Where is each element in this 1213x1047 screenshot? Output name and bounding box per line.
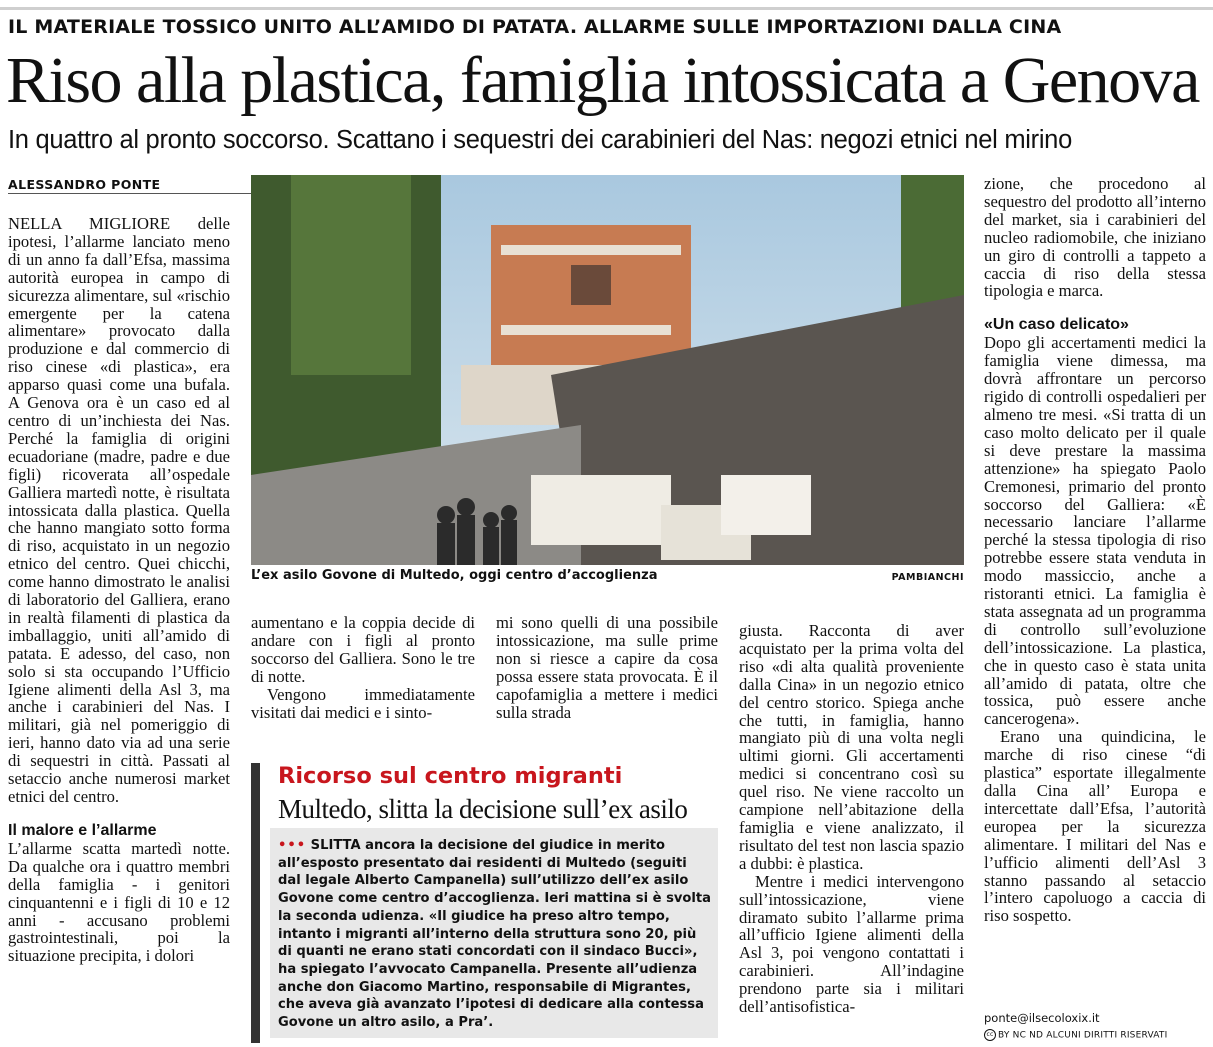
sidebar-accent-bar bbox=[251, 763, 260, 1043]
col2-paragraph-1: aumentano e la coppia decide di andare con i figli al pronto soccorso del Galliera. Sono le tre di notte. bbox=[251, 613, 475, 686]
photo-building-illustration bbox=[251, 175, 964, 565]
license-text: BY NC ND ALCUNI DIRITTI RISERVATI bbox=[998, 1030, 1168, 1041]
sidebar-title: Ricorso sul centro migranti bbox=[278, 763, 623, 789]
article-photo bbox=[251, 175, 964, 565]
col1-paragraph-2: L’allarme scatta martedì notte. Da qualche ora i quattro membri della famiglia - i genitori cinquantenni e i figli di 10 e 12 anni - accusano problemi gastrointestinali, poi la situazione precipita, i dolori bbox=[8, 838, 230, 966]
article-column-1 bbox=[8, 215, 230, 965]
caption-text: L’ex asilo Govone di Multedo, oggi centro d’accoglienza bbox=[251, 568, 658, 583]
section-heading-malore: Il malore e l’allarme bbox=[8, 821, 157, 839]
col3-paragraph-1: mi sono quelli di una possibile intossicazione, ma sulle prime non si riesce a capire da cosa possa essere stata provocata. È il capofamiglia a mettere i medici sulla strada bbox=[496, 613, 718, 722]
byline: ALESSANDRO PONTE bbox=[8, 177, 161, 192]
col5-paragraph-3: Erano una quindicina, le marche di riso cinese “di plastica” esportate illegalmente dalla Cina all’ Europa e intercettate dall’Efsa, l’autorità europea per la sicurezza alimentare. I militari del Nas e l’ufficio alimenti dell’Asl 3 stanno passando al setaccio l’intero capoluogo a caccia di riso sospetto. bbox=[984, 727, 1206, 926]
col5-paragraph-2: Dopo gli accertamenti medici la famiglia viene dimessa, ma dovrà affrontare un percorso rigido di controlli ospedalieri per almeno tre mesi. «Si tratta di un caso molto delicato per il quale si deve prestare la massima attenzione» ha spiegato Paolo Cremonesi, primario del pronto soccorso del Galliera: «È necessario lanciare l’allarme perché la stessa tipologia di riso potrebbe essere stata venduta in modo massiccio, anche a ristoranti etnici. La famiglia è stata assegnata ad un programma di controllo sull’evoluzione dell’intossicazione. La plastica, che in questo caso è stata unita all’amido di patata, oltre che tossica, può essere anche cancerogena». bbox=[984, 333, 1206, 729]
lead-caps: NELLA MIGLIORE bbox=[8, 214, 171, 233]
sidebar-dots: ••• bbox=[278, 838, 307, 853]
top-rule bbox=[0, 7, 1213, 10]
subheadline: In quattro al pronto soccorso. Scattano i sequestri dei carabinieri del Nas: negozi etnici nel mirino bbox=[8, 126, 1072, 154]
article-column-2 bbox=[251, 614, 475, 721]
col5-paragraph-1: zione, che procedono al sequestro del prodotto all’interno del market, sia i carabinieri del nucleo radiomobile, che iniziano un giro di controlli a tappeto a caccia di riso della stessa tipologia e marca. bbox=[984, 174, 1206, 301]
article-column-4 bbox=[739, 622, 964, 1016]
creative-commons-icon: cc bbox=[984, 1029, 996, 1041]
photo-credit: PAMBIANCHI bbox=[891, 572, 964, 583]
col2-paragraph-2: Vengono immediatamente visitati dai medici e i sinto- bbox=[251, 684, 475, 722]
col4-paragraph-1: giusta. Racconta di aver acquistato per la prima volta del riso «di alta qualità proveniente dalla Cina» in un negozio etnico del centro storico. Spiega anche che tutti, in famiglia, hanno mangiato più di una volta negli ultimi giorni. Gli accertamenti medici si concentrano così su quel riso. Ne viene raccolto un campione nell’abitazione della famiglia e viene analizzato, il risultato del test non lascia spazio a dubbi: è plastica. bbox=[739, 621, 964, 873]
col4-paragraph-2: Mentre i medici intervengono sull’intossicazione, viene diramato subito l’allarme prima all’ufficio Igiene alimenti della Asl 3, poi vengono contattati i carabinieri. All’indagine prendono parte sia i militari dell’antisofistica- bbox=[739, 871, 964, 1017]
col1-paragraph-1: delle ipotesi, l’allarme lanciato meno di un anno fa dall’Efsa, massima autorità europea in campo di sicurezza alimentare, sul «rischio emergente per la catena alimentare» provocato dalla produzione e dal commercio di riso cinese «di plastica», era apparso quasi come una bufala. A Genova ora è un caso ed al centro di un’inchiesta dei Nas. Perché la famiglia di origini ecuadoriane (madre, padre e due figli) ricoverata all’ospedale Galliera martedì notte, è risultata intossicata dalla plastica. Quella che hanno mangiato sotto forma di riso, acquistato in un negozio etnico del centro. Quei chicchi, come hanno dimostrato le analisi di laboratorio del Galliera, erano in realtà filamenti di plastica da imballaggio, uniti all’amido di patata. E adesso, del caso, non solo si sta occupando l’Ufficio Igiene alimenti della Asl 3, ma anche i carabinieri del Nas. I militari, già nel pomeriggio di ieri, hanno dato via ad una serie di sequestri in città. Passati al setaccio anche numerosi market etnici del centro. bbox=[8, 214, 230, 806]
headline: Riso alla plastica, famiglia intossicata a Genova bbox=[6, 44, 1199, 117]
photo-caption bbox=[251, 568, 964, 584]
section-heading-caso-delicato: «Un caso delicato» bbox=[984, 316, 1129, 334]
license-line bbox=[984, 1029, 1167, 1041]
kicker: IL MATERIALE TOSSICO UNITO ALL’AMIDO DI PATATA. ALLARME SULLE IMPORTAZIONI DALLA CINA bbox=[8, 16, 1062, 38]
sidebar-body-text: SLITTA ancora la decisione del giudice in merito all’esposto presentato dai residenti di Multedo (seguiti dal legale Alberto Campanella) sull’utilizzo dell’ex asilo Govone come centro d’accoglienza. Ieri mattina si è svolta la seconda udienza. «Il giudice ha preso altro tempo, intanto i migranti all’interno della struttura sono 20, più di quanti ne erano stati concordati con il sindaco Bucci», ha spiegato l’avvocato Campanella. Presente all’udienza anche don Giacomo Martino, responsabile di Migrantes, che aveva già avanzato l’ipotesi di dedicare alla contessa Govone un altro asilo, a Pra’. bbox=[278, 838, 711, 1031]
author-email[interactable]: ponte@ilsecoloxix.it bbox=[984, 1011, 1100, 1025]
byline-rule bbox=[8, 193, 258, 194]
sidebar-subtitle: Multedo, slitta la decisione sull’ex asilo bbox=[278, 794, 688, 824]
article-column-3 bbox=[496, 614, 718, 721]
sidebar-body-box bbox=[270, 828, 718, 1038]
article-column-5 bbox=[984, 175, 1206, 925]
